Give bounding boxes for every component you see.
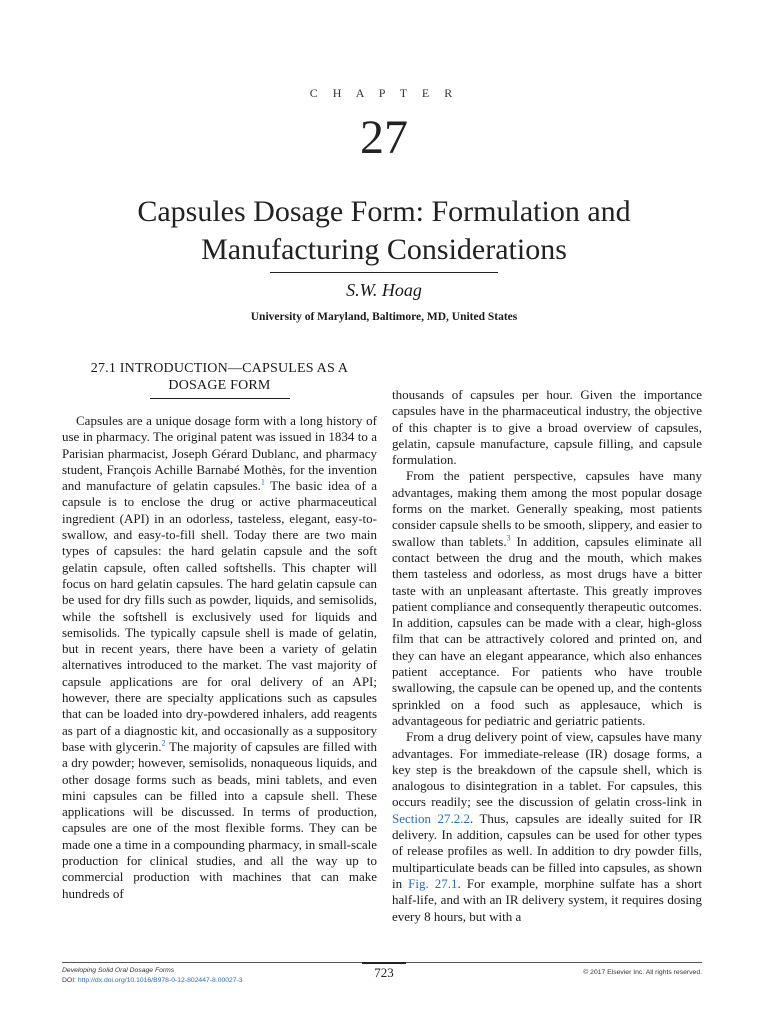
affiliation: University of Maryland, Baltimore, MD, United States [250,311,518,323]
section-link[interactable]: Section 27.2.2 [392,810,470,826]
chapter-title-line-1: Capsules Dosage Form: Formulation and [137,195,631,228]
page-number-rule [362,962,406,964]
text-segment: The basic idea of a capsule is to enclose the drug or active pharmaceutical ingredient (API) in an odorless, tasteless, elegant, easy-to-swallow, and easy-to-fill shell. Today there are two main types of capsules: the hard gelatin capsule and the soft gelatin capsule, often called softshells. This chapter will focus on hard gelatin capsules. The hard gelatin capsule can be used for dry fills such as powder, liquids, and semisolids, while the softshell is exclusively used for liquids and semisolids. The typically capsule shell is made of gelatin, but in recent years, there have been a variety of gelatin alternatives introduced to the market. The vast majority of capsule applications are for oral delivery of an API; however, there are specialty applications such as capsules that can be loaded into dry-powdered inhalers, add reagents as part of a diagnostic kit, and occasionally as a suppository base with glycerin. [62,478,377,754]
right-paragraph-3 [392,729,702,925]
text-segment: From the patient perspective, capsules have many advantages, making them among the most popular dosage forms on the market. Generally speaking, most patients consider capsule shells to be smooth, slippery, and easier to swallow than tablets. [392,468,702,549]
copyright: © 2017 Elsevier Inc. All rights reserved. [583,969,702,976]
section-heading [62,360,377,394]
right-paragraph-1: thousands of capsules per hour. Given the importance capsules have in the pharmaceutical industry, the objective of this chapter is to give a broad overview of capsules, gelatin, capsule manufacture, capsule filling, and capsule formulation. [392,387,702,468]
figure-link[interactable]: Fig. 27.1 [408,875,458,891]
chapter-label: C H A P T E R [309,86,459,100]
reference-link-2[interactable]: 2 [161,738,166,748]
page-number: 723 [374,965,394,980]
section-rule [150,398,290,399]
right-paragraph-2 [392,468,702,729]
author: S.W. Hoag [346,280,422,300]
text-segment: . Thus, capsules are ideally suited for IR delivery. In addition, capsules can be used for other types of release profiles as well. In addition to dry powder fills, multiparticulate beads can be filled into capsules, as shown in [392,810,702,891]
title-rule [270,272,498,273]
reference-link-1[interactable]: 1 [260,477,265,487]
chapter-title [84,193,684,269]
doi-label: DOI: [62,977,78,984]
text-segment: . For example, morphine sulfate has a short half-life, and with an IR delivery system, it requires dosing every 8 hours, but with a [392,875,702,924]
reference-link-3[interactable]: 3 [506,533,511,543]
text-segment: In addition, capsules eliminate all contact between the drug and the mouth, which makes them tasteless and odorless, as most drugs have a bitter taste with an unpleasant aftertaste. This greatly improves patient compliance and consequently therapeutic outcomes. In addition, capsules can be made with a clear, high-gloss film that can be attractively colored and printed on, and they can have an elegant appearance, which also enhances patient acceptance. For patients who have trouble swallowing, the capsule can be opened up, and the contents sprinkled on a food such as applesauce, which is advantageous for pediatric and geriatric patients. [392,533,702,728]
text-segment: The majority of capsules are filled with a dry powder; however, semisolids, nonaqueous liquids, and other dosage forms such as beads, mini tablets, and even mini capsules can be filled into a capsule shell. These applications will be discussed. In terms of production, capsules are one of the most flexible forms. They can be made one a time in a compounding pharmacy, in small-scale production for clinical studies, and all the way up to commercial production with machines that can make hundreds of [62,738,377,901]
text-segment: Capsules are a unique dosage form with a long history of use in pharmacy. The original patent was issued in 1834 to a Parisian pharmacist, Joseph Gérard Dublanc, and pharmacy student, François Achille Barnabé Mothès, for the invention and manufacture of gelatin capsules. [62,413,377,494]
left-paragraph-1 [62,413,377,902]
text-segment: From a drug delivery point of view, capsules have many advantages. For immediate-release (IR) dosage forms, a key step is the breakdown of the capsule shell, which is analogous to disintegration in a tablet. For capsules, this occurs readily; see the discussion of gelatin cross-link in [392,729,702,810]
book-title: Developing Solid Oral Dosage Forms [62,967,175,974]
chapter-number: 27 [360,111,408,164]
right-column [392,387,702,925]
section-heading-line-1: 27.1 INTRODUCTION—CAPSULES AS A [90,361,349,376]
section-heading-line-2: DOSAGE FORM [168,378,271,393]
chapter-title-line-2: Manufacturing Considerations [201,233,567,266]
doi-link[interactable]: http://dx.doi.org/10.1016/B978-0-12-802447-8.00027-3 [77,977,243,984]
left-column [62,360,377,902]
